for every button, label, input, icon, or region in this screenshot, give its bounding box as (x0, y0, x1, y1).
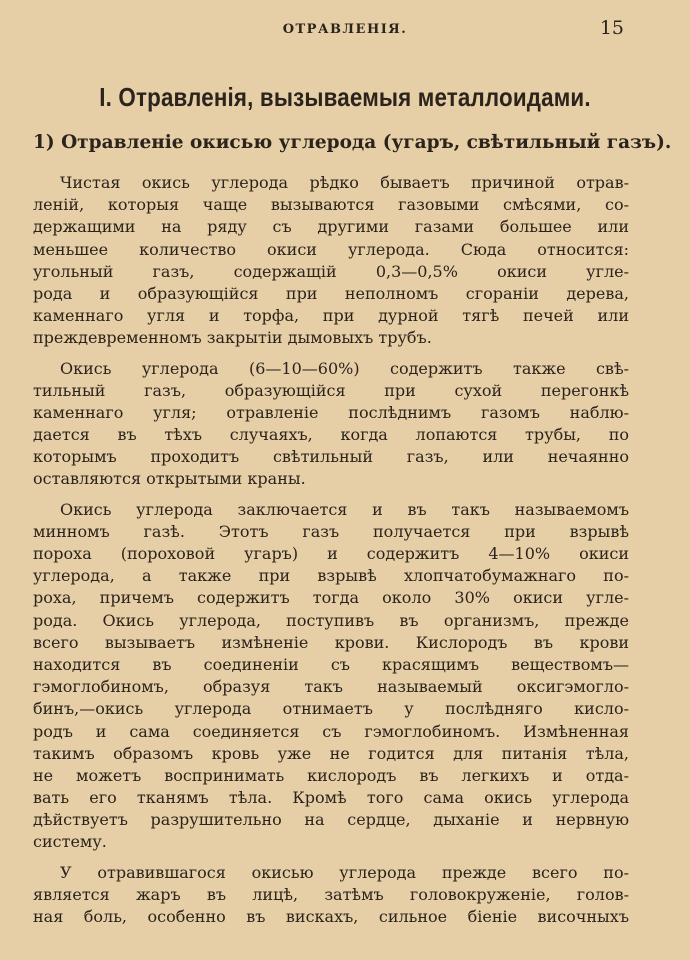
text-line: Окись углерода заключается и въ такъ называемомъ (60, 499, 629, 519)
paragraph (33, 172, 629, 350)
paragraph (33, 862, 629, 929)
text-line: минномъ газѣ. Этотъ газъ получается при взрывѣ (33, 521, 629, 541)
text-line: угольный газъ, содержащій 0,3—0,5% окиси угле- (33, 261, 629, 281)
text-line: оставляются открытыми краны. (33, 469, 306, 489)
text-line: не можетъ воспринимать кислородъ въ легкихъ и отда- (33, 765, 629, 785)
text-line: тильный газъ, образующійся при сухой перегонкѣ (33, 380, 629, 400)
text-line: углерода, а также при взрывѣ хлопчатобумажнаго по- (33, 566, 629, 586)
text-line: рода и образующійся при неполномъ сгораніи дерева, (33, 283, 629, 303)
text-line: дѣйствуетъ разрушительно на сердце, дыханіе и нервную (33, 810, 629, 830)
text-line: рода. Окись углерода, поступивъ въ организмъ, прежде (33, 610, 629, 630)
body-text (33, 172, 629, 928)
text-line: вать его тканямъ тѣла. Кромѣ того сама окись углерода (33, 788, 629, 808)
paragraph (33, 499, 629, 854)
text-line: преждевременномъ закрытіи дымовыхъ трубъ. (33, 328, 432, 348)
text-line: дается въ тѣхъ случаяхъ, когда лопаются трубы, по (33, 425, 629, 445)
text-line: держащими на ряду съ другими газами большее или (33, 217, 629, 237)
text-line: меньшее количество окиси углерода. Сюда относится: (33, 239, 629, 259)
section-title: 1) Отравленіе окисью углерода (угаръ, свѣтильный газъ). (33, 132, 672, 153)
text-line: каменнаго угля и торфа, при дурной тягѣ печей или (33, 306, 629, 326)
text-line: каменнаго угля; отравленіе послѣднимъ газомъ наблю- (33, 402, 629, 422)
text-line: У отравившагося окисью углерода прежде всего по- (60, 862, 629, 882)
page-number: 15 (599, 17, 624, 39)
text-line: леній, которыя чаще вызываются газовыми смѣсями, со- (33, 195, 629, 215)
text-line: является жаръ въ лицѣ, затѣмъ головокруженіе, голов- (33, 884, 629, 904)
text-line: гэмоглобиномъ, образуя такъ называемый оксигэмогло- (33, 677, 629, 697)
chapter-title: I. Отравленія, вызываемыя металлоидами. (99, 82, 591, 112)
text-line: Чистая окись углерода рѣдко бываетъ причиной отрав- (60, 173, 629, 192)
text-line: систему. (33, 832, 107, 852)
text-line: бинъ,—окись углерода отнимаетъ у послѣдняго кисло- (33, 699, 629, 719)
text-line: роха, причемъ содержитъ тогда около 30% окиси угле- (33, 588, 629, 608)
text-line: такимъ образомъ кровь уже не годится для питанія тѣла, (33, 743, 629, 763)
running-head (0, 17, 690, 42)
text-line: Окись углерода (6—10—60%) содержитъ также свѣ- (60, 358, 629, 378)
text-line: родъ и сама соединяется съ гэмоглобиномъ. Измѣненная (33, 721, 629, 741)
text-line: ная боль, особенно въ вискахъ, сильное біеніе височныхъ (33, 907, 629, 926)
text-line: которымъ проходитъ свѣтильный газъ, или нечаянно (33, 447, 629, 467)
text-line: всего вызываетъ измѣненіе крови. Кислородъ въ крови (33, 632, 629, 652)
text-line: находится въ соединеніи съ красящимъ веществомъ— (33, 654, 629, 674)
text-line: пороха (пороховой угаръ) и содержитъ 4—10% окиси (33, 544, 629, 563)
running-title: ОТРАВЛЕНІЯ. (282, 22, 408, 37)
paragraph (33, 358, 629, 491)
